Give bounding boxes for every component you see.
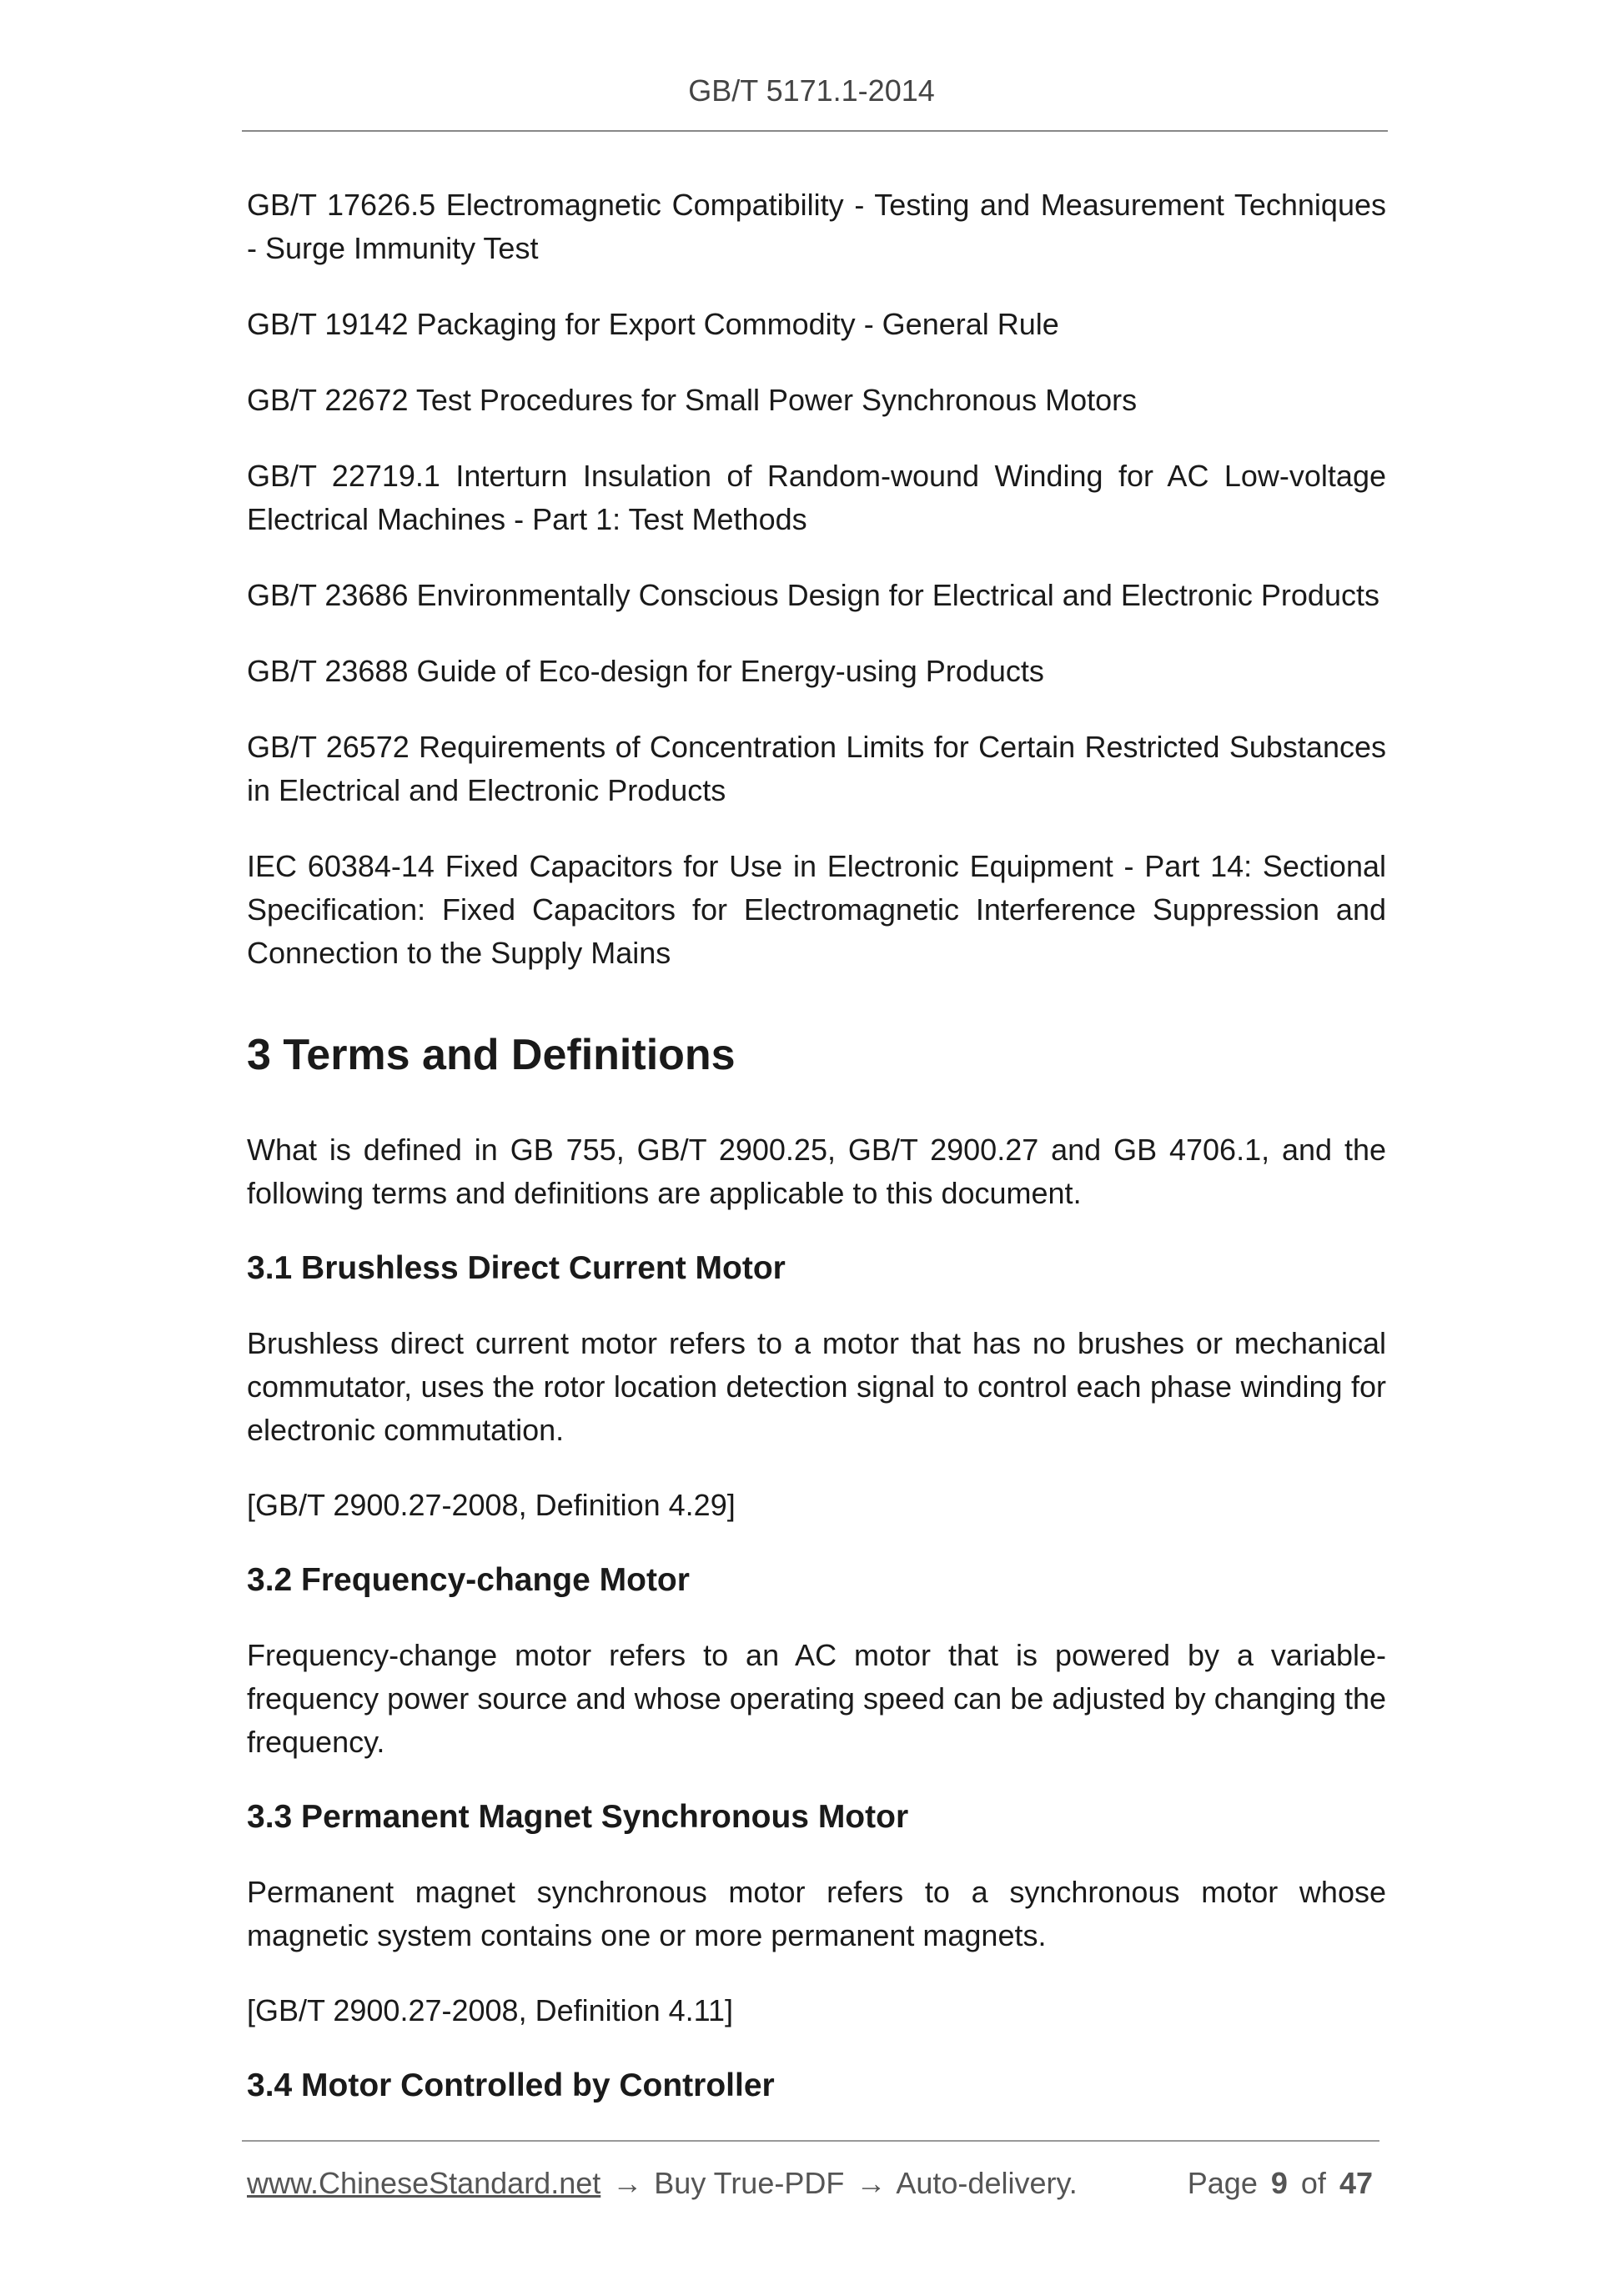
footer-promo bbox=[247, 2162, 1078, 2205]
section-heading-terms-definitions: 3 Terms and Definitions bbox=[247, 1031, 736, 1079]
page-indicator bbox=[1188, 2162, 1378, 2205]
current-page-number: 9 bbox=[1270, 2166, 1288, 2200]
definition-source-3-1: [GB/T 2900.27-2008, Definition 4.29] bbox=[247, 1488, 736, 1522]
subsection-heading-3-3: 3.3 Permanent Magnet Synchronous Motor bbox=[247, 1799, 909, 1835]
definition-body-3-3: Permanent magnet synchronous motor refers to a synchronous motor whose magnetic system contains one or more permanent magnets. bbox=[247, 1875, 1386, 1952]
reference-item: GB/T 17626.5 Electromagnetic Compatibility - Testing and Measurement Techniques - Surge Immunity Test bbox=[247, 188, 1386, 265]
reference-item: GB/T 23686 Environmentally Conscious Design for Electrical and Electronic Products bbox=[247, 578, 1379, 612]
arrow-right-icon: → bbox=[612, 2166, 643, 2200]
subsection-heading-3-4: 3.4 Motor Controlled by Controller bbox=[247, 2067, 775, 2103]
page-of-label: of bbox=[1300, 2166, 1326, 2200]
document-header-title: GB/T 5171.1-2014 bbox=[688, 73, 935, 108]
auto-delivery-text: Auto-delivery. bbox=[896, 2166, 1078, 2200]
buy-true-pdf-text: Buy True-PDF bbox=[654, 2166, 845, 2200]
reference-item: GB/T 26572 Requirements of Concentration Limits for Certain Restricted Substances in Electrical and Electronic Products bbox=[247, 730, 1386, 807]
header-divider bbox=[242, 130, 1388, 132]
definition-body-3-2: Frequency-change motor refers to an AC motor that is powered by a variable-frequency power source and whose operating speed can be adjusted by changing the frequency. bbox=[247, 1638, 1386, 1759]
page-content bbox=[247, 183, 1386, 2139]
subsection-heading-3-1: 3.1 Brushless Direct Current Motor bbox=[247, 1250, 786, 1286]
website-link[interactable]: www.ChineseStandard.net bbox=[247, 2166, 601, 2200]
subsection-heading-3-2: 3.2 Frequency-change Motor bbox=[247, 1562, 690, 1598]
footer-divider bbox=[242, 2140, 1379, 2142]
definition-source-3-3: [GB/T 2900.27-2008, Definition 4.11] bbox=[247, 1993, 734, 2027]
reference-item: IEC 60384-14 Fixed Capacitors for Use in Electronic Equipment - Part 14: Sectional Specification: Fixed Capacitors for Electromagnetic Interference Suppression and Connection to the Supply Mains bbox=[247, 849, 1386, 970]
reference-item: GB/T 19142 Packaging for Export Commodity - General Rule bbox=[247, 307, 1059, 341]
total-pages-number: 47 bbox=[1339, 2166, 1373, 2200]
reference-item: GB/T 22672 Test Procedures for Small Power Synchronous Motors bbox=[247, 383, 1138, 417]
reference-item: GB/T 23688 Guide of Eco-design for Energy-using Products bbox=[247, 654, 1044, 688]
reference-item: GB/T 22719.1 Interturn Insulation of Random-wound Winding for AC Low-voltage Electrical Machines - Part 1: Test Methods bbox=[247, 459, 1386, 536]
page-label: Page bbox=[1187, 2166, 1258, 2200]
arrow-right-icon: → bbox=[856, 2166, 887, 2200]
section-intro: What is defined in GB 755, GB/T 2900.25, GB/T 2900.27 and GB 4706.1, and the following terms and definitions are applicable to this document. bbox=[247, 1133, 1386, 1210]
definition-body-3-1: Brushless direct current motor refers to a motor that has no brushes or mechanical commutator, uses the rotor location detection signal to control each phase winding for electronic commutation. bbox=[247, 1326, 1386, 1447]
